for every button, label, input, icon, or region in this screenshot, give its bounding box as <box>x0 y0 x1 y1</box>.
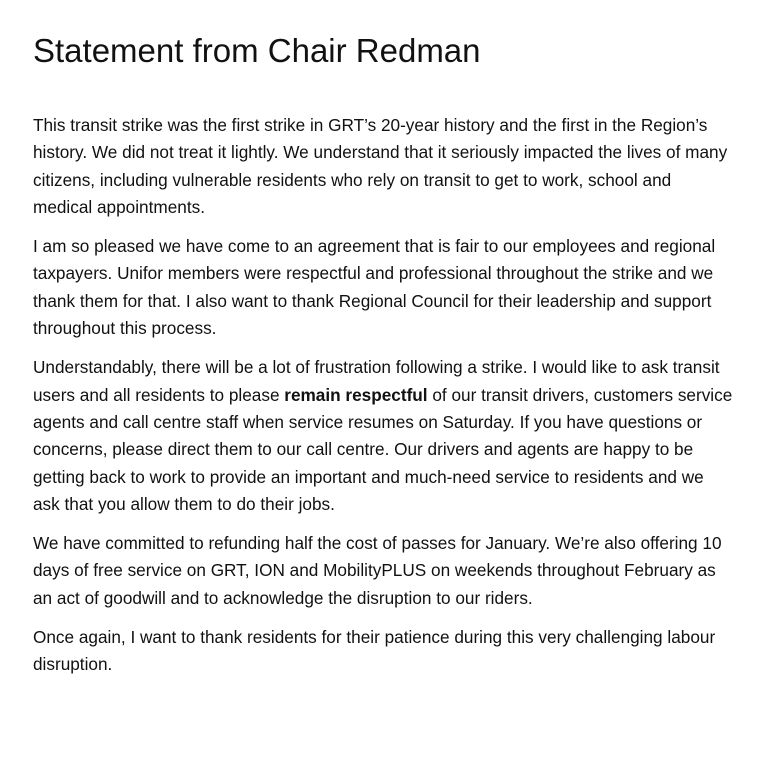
paragraph-refund-offer: We have committed to refunding half the cost of passes for January. We’re also offering 10 days of free service on GRT, ION and MobilityPLUS on weekends throughout February as an act of goodwill and to acknowledge the disruption to our riders. <box>33 533 722 608</box>
paragraph-agreement: I am so pleased we have come to an agreement that is fair to our employees and regional taxpayers. Unifor members were respectful and professional throughout the strike and we thank them for that. I also want to thank Regional Council for their leadership and support throughout this process. <box>33 236 716 339</box>
paragraph-text-after-emphasis: of our transit drivers, customers service agents and call centre staff when service resumes on Saturday. If you have questions or concerns, please direct them to our call centre. Our drivers and agents are happy to be getting back to work to provide an important and much-need service to residents and we ask that you allow them to do their jobs. <box>33 384 733 514</box>
page-title: Statement from Chair Redman <box>33 32 481 69</box>
statement-document <box>33 28 733 691</box>
emphasis-remain-respectful: remain respectful <box>284 384 428 405</box>
paragraph-remain-respectful <box>33 354 733 518</box>
paragraph-thanks: Once again, I want to thank residents for their patience during this very challenging labour disruption. <box>33 627 716 675</box>
paragraph-text-before-emphasis: Understandably, there will be a lot of frustration following a strike. I would like to ask transit users and all residents to please <box>33 357 720 405</box>
paragraph-strike-history: This transit strike was the first strike in GRT’s 20-year history and the first in the Region’s history. We did not treat it lightly. We understand that it seriously impacted the lives of many citizens, including vulnerable residents who rely on transit to get to work, school and medical appointments. <box>33 115 728 217</box>
